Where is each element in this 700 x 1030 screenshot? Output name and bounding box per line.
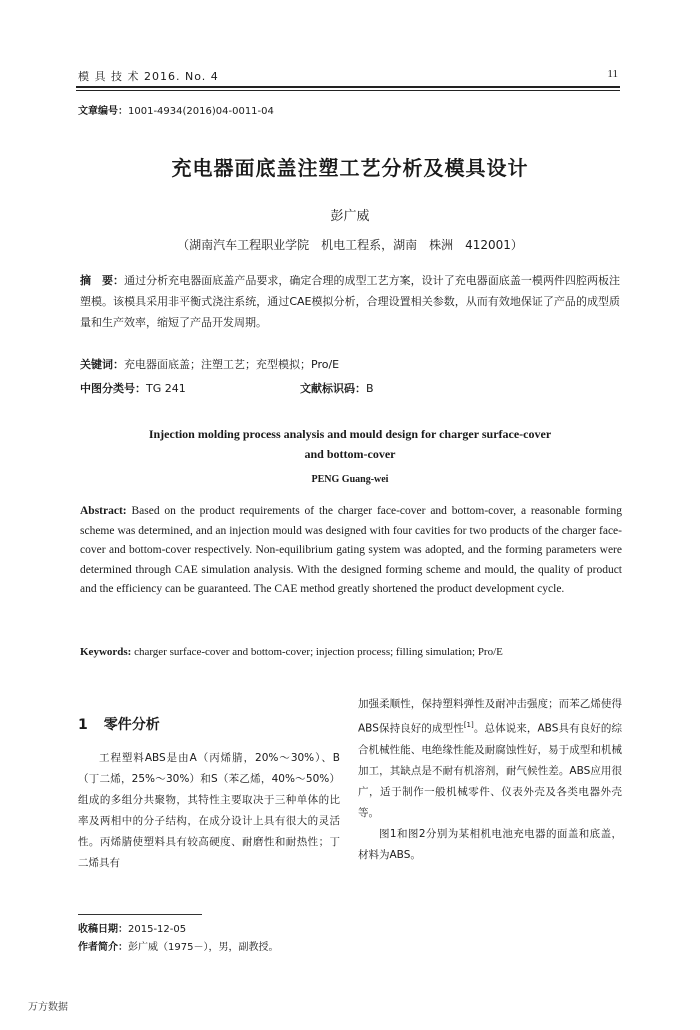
abstract-en-text: Based on the product requirements of the charger face-cover and bottom-cover, a reasonable forming scheme was determined, and an injection mould was designed with four cavities for two products of the charger face-cover and bottom-cover respectively. Non-equilibrium gating system was adopted, and the forming parameters were determined through CAE simulation analysis. With the designed forming scheme and mould, the quality of product and the efficiency can be guaranteed. The CAE method greatly shortened the product development cycle. <box>80 505 622 595</box>
abstract-en <box>80 502 622 600</box>
bio-label: 作者简介： <box>78 942 128 953</box>
keywords-en <box>80 646 640 658</box>
body-right-column <box>358 694 622 866</box>
section-title: 零件分析 <box>103 717 160 733</box>
body-right-paragraph-1 <box>358 694 622 824</box>
body-right-paragraph-2: 图1和图2分别为某相机电池充电器的面盖和底盖，材料为ABS。 <box>358 827 622 861</box>
watermark: 万方数据 <box>28 1002 68 1013</box>
footnote-received <box>78 920 186 935</box>
article-id <box>78 102 274 117</box>
received-value: 2015-12-05 <box>128 924 187 935</box>
footnote-rule <box>78 914 202 915</box>
title-cn: 充电器面底盖注塑工艺分析及模具设计 <box>171 156 529 180</box>
page-number: 11 <box>607 68 618 80</box>
journal-header: 模 具 技 术 2016. No. 4 <box>78 70 219 83</box>
received-label: 收稿日期： <box>78 924 128 935</box>
abstract-cn <box>80 270 620 333</box>
title-en-line2: and bottom-cover <box>304 447 396 461</box>
section-heading <box>78 714 160 734</box>
abstract-en-label: Abstract: <box>80 505 127 517</box>
title-en <box>90 424 610 464</box>
keywords-en-text: charger surface-cover and bottom-cover; injection process; filling simulation; Pro/E <box>131 646 503 658</box>
body-right-text-a: 加强柔顺性，保持塑料弹性及耐冲击强度；而苯乙烯使得ABS保持良好的成型性 <box>358 698 622 735</box>
section-number: 1 <box>78 717 88 733</box>
document-code-value: B <box>366 382 374 395</box>
classification-label: 中图分类号： <box>80 382 146 395</box>
author-en: PENG Guang-wei <box>311 474 389 485</box>
keywords-en-label: Keywords: <box>80 646 132 658</box>
classification-value: TG 241 <box>146 382 186 395</box>
keywords-cn-text: 充电器面底盖；注塑工艺；充型模拟；Pro/E <box>124 358 340 371</box>
citation-ref: [1] <box>463 721 474 729</box>
abstract-cn-label: 摘 要： <box>80 274 125 287</box>
keywords-cn-label: 关键词： <box>80 358 124 371</box>
body-right-text-b: 。总体说来，ABS具有良好的综合机械性能、电绝缘性能及耐腐蚀性好，易于成型和机械加工，其缺点是不耐有机溶剂，耐气候性差。ABS应用很广，适于制作一般机械零件、仪表外壳及各类电器外壳等。 <box>358 722 622 819</box>
article-id-value: 1001-4934(2016)04-0011-04 <box>128 106 274 117</box>
document-code-label: 文献标识码： <box>300 382 366 395</box>
affiliation-cn: （湖南汽车工程职业学院 机电工程系，湖南 株洲 412001） <box>177 238 523 252</box>
header-rule-thick <box>76 86 620 88</box>
document-code <box>300 380 374 396</box>
abstract-cn-text: 通过分析充电器面底盖产品要求，确定合理的成型工艺方案，设计了充电器面底盖一模两件四腔两板注塑模。该模具采用非平衡式浇注系统，通过CAE模拟分析，合理设置相关参数，从而有效地保证了产品的成型质量和生产效率，缩短了产品开发周期。 <box>80 274 621 329</box>
article-id-label: 文章编号： <box>78 106 128 117</box>
title-en-line1: Injection molding process analysis and mould design for charger surface-cover <box>148 427 552 441</box>
author-cn: 彭广威 <box>330 209 370 224</box>
footnote-bio <box>78 938 278 953</box>
body-left-column: 工程塑料ABS是由A（丙烯腈，20%～30%）、B（丁二烯，25%～30%）和S（苯乙烯，40%～50%）组成的多组分共聚物，其特性主要取决于三种单体的比率及两相中的分子结构，在成分设计上具有很大的灵活性。丙烯腈使塑料具有较高硬度、耐磨性和耐热性；丁二烯具有 <box>78 752 340 869</box>
keywords-cn <box>80 356 620 372</box>
bio-value: 彭广威（1975－），男，副教授。 <box>128 942 279 953</box>
classification <box>80 380 620 396</box>
header-rule-thin <box>76 90 620 91</box>
